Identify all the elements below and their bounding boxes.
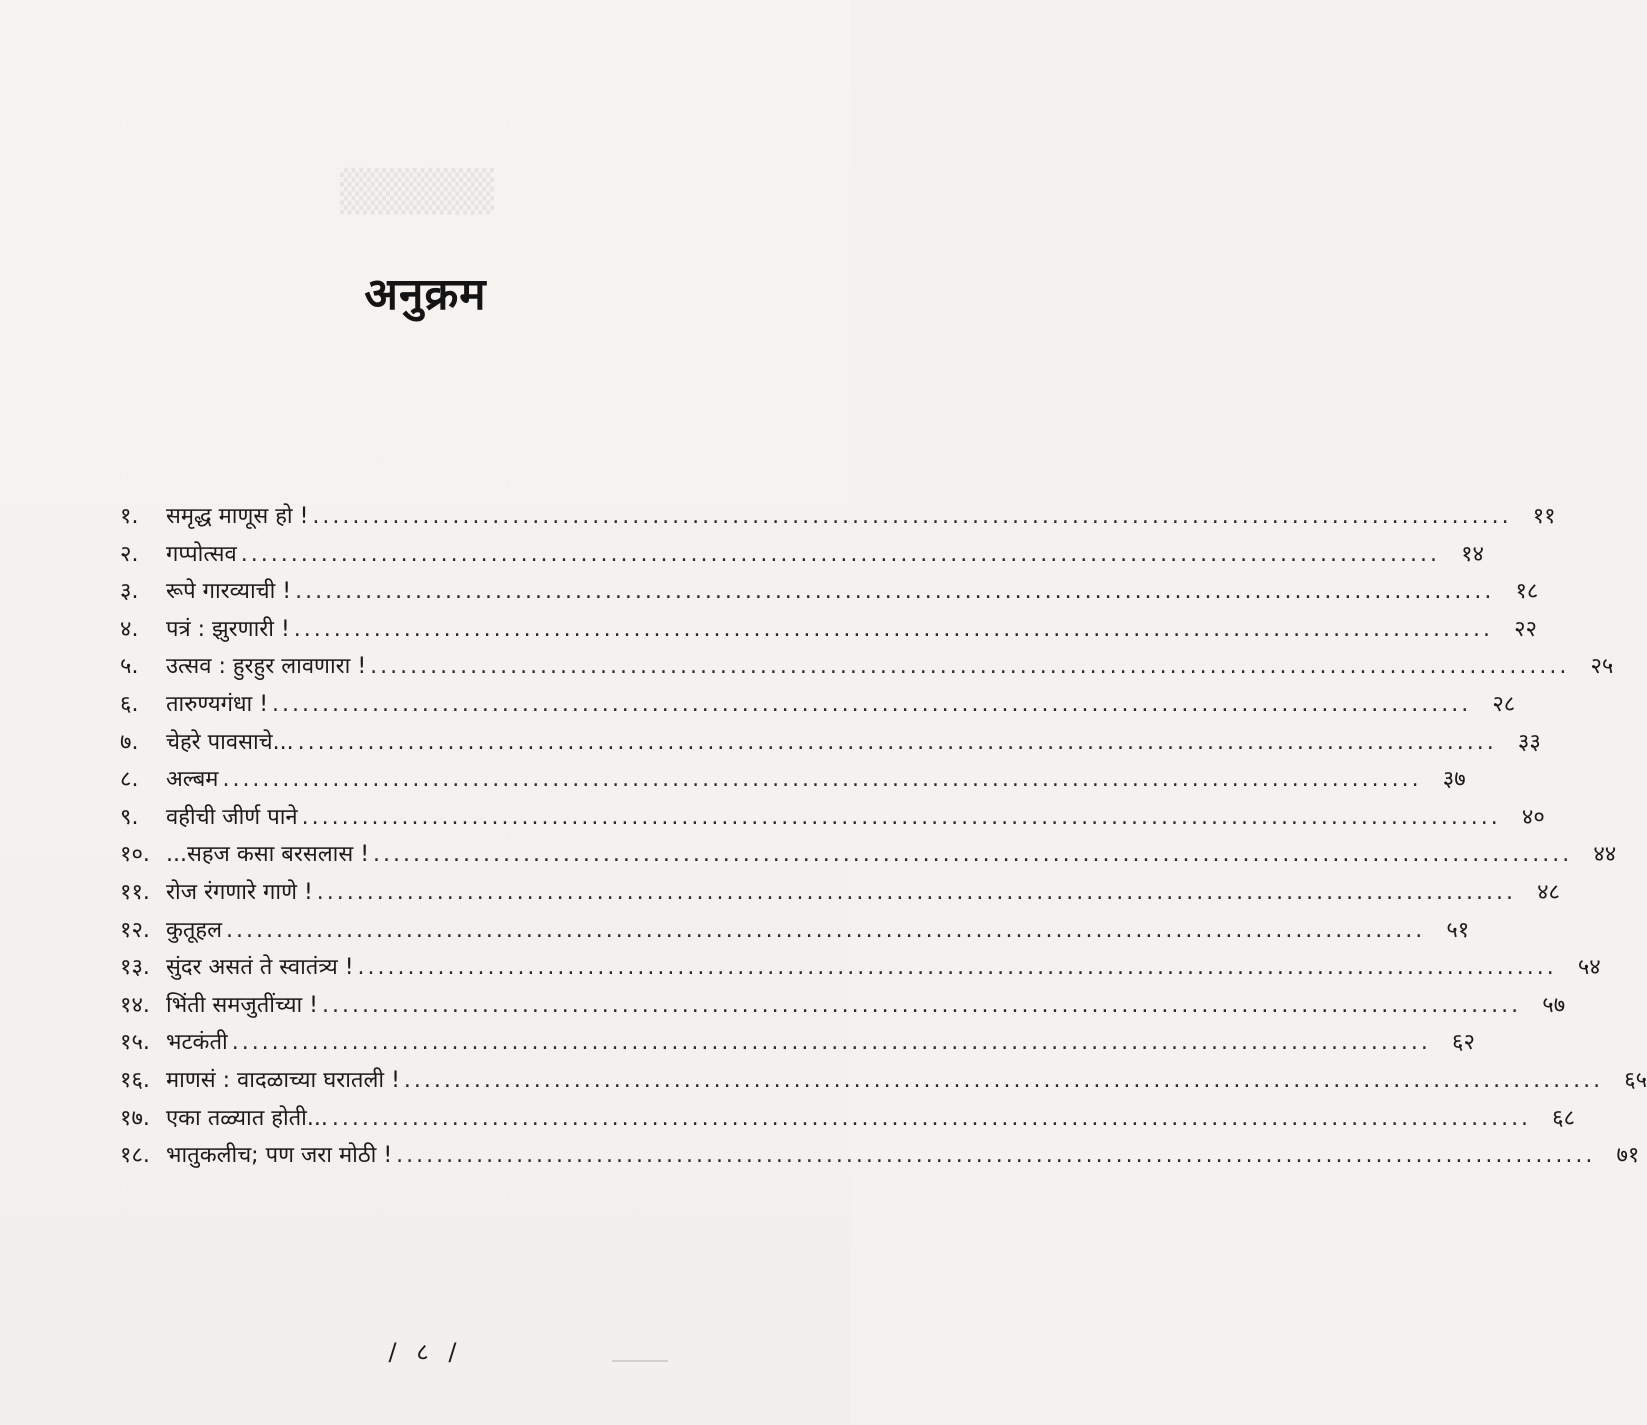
toc-entry	[120, 987, 1566, 1025]
toc-entry-title: एका तळ्यात होती...	[166, 1105, 328, 1131]
toc-entry-title: वहीची जीर्ण पाने	[166, 804, 298, 830]
toc-entry-title: उत्सव : हुरहुर लावणारा !	[166, 654, 367, 680]
toc-entry-page: २८	[1492, 691, 1516, 717]
toc-leader-dots: ........................................................................................................................	[231, 1030, 1431, 1056]
toc-entry	[120, 1062, 1647, 1100]
toc-entry-page: १४	[1461, 541, 1484, 567]
toc-entry	[120, 1137, 1640, 1175]
toc-entry-page: ५४	[1577, 955, 1601, 981]
toc-entry-page: २२	[1514, 616, 1537, 642]
toc-entry	[120, 1100, 1576, 1138]
toc-entry-number: ८.	[120, 767, 139, 793]
toc-entry	[120, 836, 1617, 874]
toc-entry-page: ६२	[1452, 1030, 1475, 1056]
toc-entry-page: ६५	[1624, 1067, 1647, 1093]
toc-entry-title: तारुण्यगंधा !	[166, 691, 269, 717]
reverse-side-show-through: ▒▒▒▒▒	[340, 168, 494, 215]
toc-entry	[120, 799, 1545, 837]
toc-entry-number: ५.	[120, 654, 139, 680]
toc-entry-number: १३.	[120, 955, 150, 981]
toc-entry-title: पत्रं : झुरणारी !	[166, 616, 290, 642]
toc-entry-page: ४४	[1593, 842, 1617, 868]
toc-leader-dots: ........................................................................................................................	[226, 917, 1426, 943]
table-of-contents	[120, 498, 1647, 1175]
toc-entry-number: ११.	[120, 879, 150, 905]
toc-entry	[120, 536, 1484, 574]
toc-entry	[120, 573, 1539, 611]
toc-entry-page: ५१	[1446, 917, 1470, 943]
toc-entry-title: समृद्ध माणूस हो !	[166, 504, 309, 529]
toc-entry-title: अल्बम	[166, 767, 219, 793]
toc-entry-page: ५७	[1542, 992, 1566, 1018]
toc-leader-dots: ........................................................................................................................	[357, 955, 1557, 981]
toc-entry	[120, 611, 1537, 649]
toc-entry-number: १०.	[120, 842, 150, 868]
toc-entry	[120, 686, 1516, 724]
toc-entry	[120, 498, 1556, 536]
toc-entry-number: १५.	[120, 1030, 150, 1056]
toc-leader-dots: ........................................................................................................................	[293, 616, 1493, 642]
toc-entry-page: ४०	[1521, 804, 1545, 830]
toc-entry-title: भिंती समजुतींच्या !	[166, 992, 318, 1018]
toc-leader-dots: ........................................................................................................................	[403, 1067, 1604, 1093]
toc-entry-page: २५	[1590, 654, 1614, 680]
toc-entry-title: भातुकलीच; पण जरा मोठी !	[166, 1143, 393, 1169]
toc-leader-dots: ........................................................................................................................	[312, 504, 1512, 529]
toc-entry-page: ४८	[1537, 879, 1560, 905]
toc-entry-title: माणसं : वादळाच्या घरातली !	[166, 1067, 400, 1093]
toc-entry-page: ७१	[1616, 1143, 1640, 1169]
toc-leader-dots: ........................................................................................................................	[222, 767, 1422, 793]
toc-entry	[120, 761, 1466, 799]
ink-smudge	[612, 1360, 668, 1362]
toc-entry-title: रूपे गारव्याची !	[166, 579, 292, 605]
toc-entry	[120, 1024, 1475, 1062]
toc-entry-number: २.	[120, 541, 139, 567]
toc-entry-number: ४.	[120, 616, 139, 642]
toc-entry-number: १७.	[120, 1105, 150, 1131]
toc-entry-page: ३३	[1517, 729, 1541, 755]
toc-leader-dots: ........................................................................................................................	[272, 691, 1472, 717]
toc-leader-dots: ........................................................................................................................	[316, 879, 1516, 905]
toc-entry-page: ३७	[1442, 767, 1466, 793]
toc-leader-dots: ........................................................................................................................	[321, 992, 1522, 1018]
toc-entry-page: १८	[1515, 579, 1539, 605]
toc-leader-dots: ........................................................................................................................	[373, 842, 1573, 868]
toc-entry-title: ...सहज कसा बरसलास !	[166, 842, 370, 868]
toc-leader-dots: ........................................................................................................................	[370, 654, 1570, 680]
toc-leader-dots: ........................................................................................................................	[297, 729, 1497, 755]
toc-leader-dots: ........................................................................................................................	[331, 1105, 1532, 1131]
toc-entry-number: १.	[120, 504, 139, 529]
toc-entry-number: १४.	[120, 992, 150, 1018]
page-number: / ८ /	[388, 1338, 463, 1366]
toc-entry-title: गप्पोत्सव	[166, 541, 237, 567]
toc-leader-dots: ........................................................................................................................	[240, 541, 1440, 567]
toc-entry-title: रोज रंगणारे गाणे !	[166, 879, 313, 905]
toc-entry-number: ३.	[120, 579, 139, 605]
toc-entry	[120, 874, 1560, 912]
toc-entry-title: कुतूहल	[166, 917, 223, 943]
page-title: अनुक्रम	[364, 269, 487, 320]
toc-entry-page: ११	[1532, 504, 1556, 529]
toc-entry-number: ६.	[120, 691, 139, 717]
toc-entry-page: ६८	[1552, 1105, 1576, 1131]
toc-entry-number: ७.	[120, 729, 139, 755]
toc-entry-title: चेहरे पावसाचे...	[166, 729, 294, 755]
toc-entry	[120, 648, 1614, 686]
toc-entry-number: १२.	[120, 917, 150, 943]
toc-leader-dots: ........................................................................................................................	[301, 804, 1501, 830]
toc-entry-number: ९.	[120, 804, 139, 830]
toc-entry-title: सुंदर असतं ते स्वातंत्र्य !	[166, 955, 354, 981]
toc-entry	[120, 912, 1470, 950]
toc-leader-dots: ........................................................................................................................	[396, 1143, 1596, 1169]
toc-entry	[120, 949, 1601, 987]
toc-leader-dots: ........................................................................................................................	[295, 579, 1495, 605]
toc-entry	[120, 724, 1541, 762]
toc-entry-number: १६.	[120, 1067, 150, 1093]
toc-entry-number: १८.	[120, 1143, 150, 1169]
toc-entry-title: भटकंती	[166, 1030, 228, 1056]
